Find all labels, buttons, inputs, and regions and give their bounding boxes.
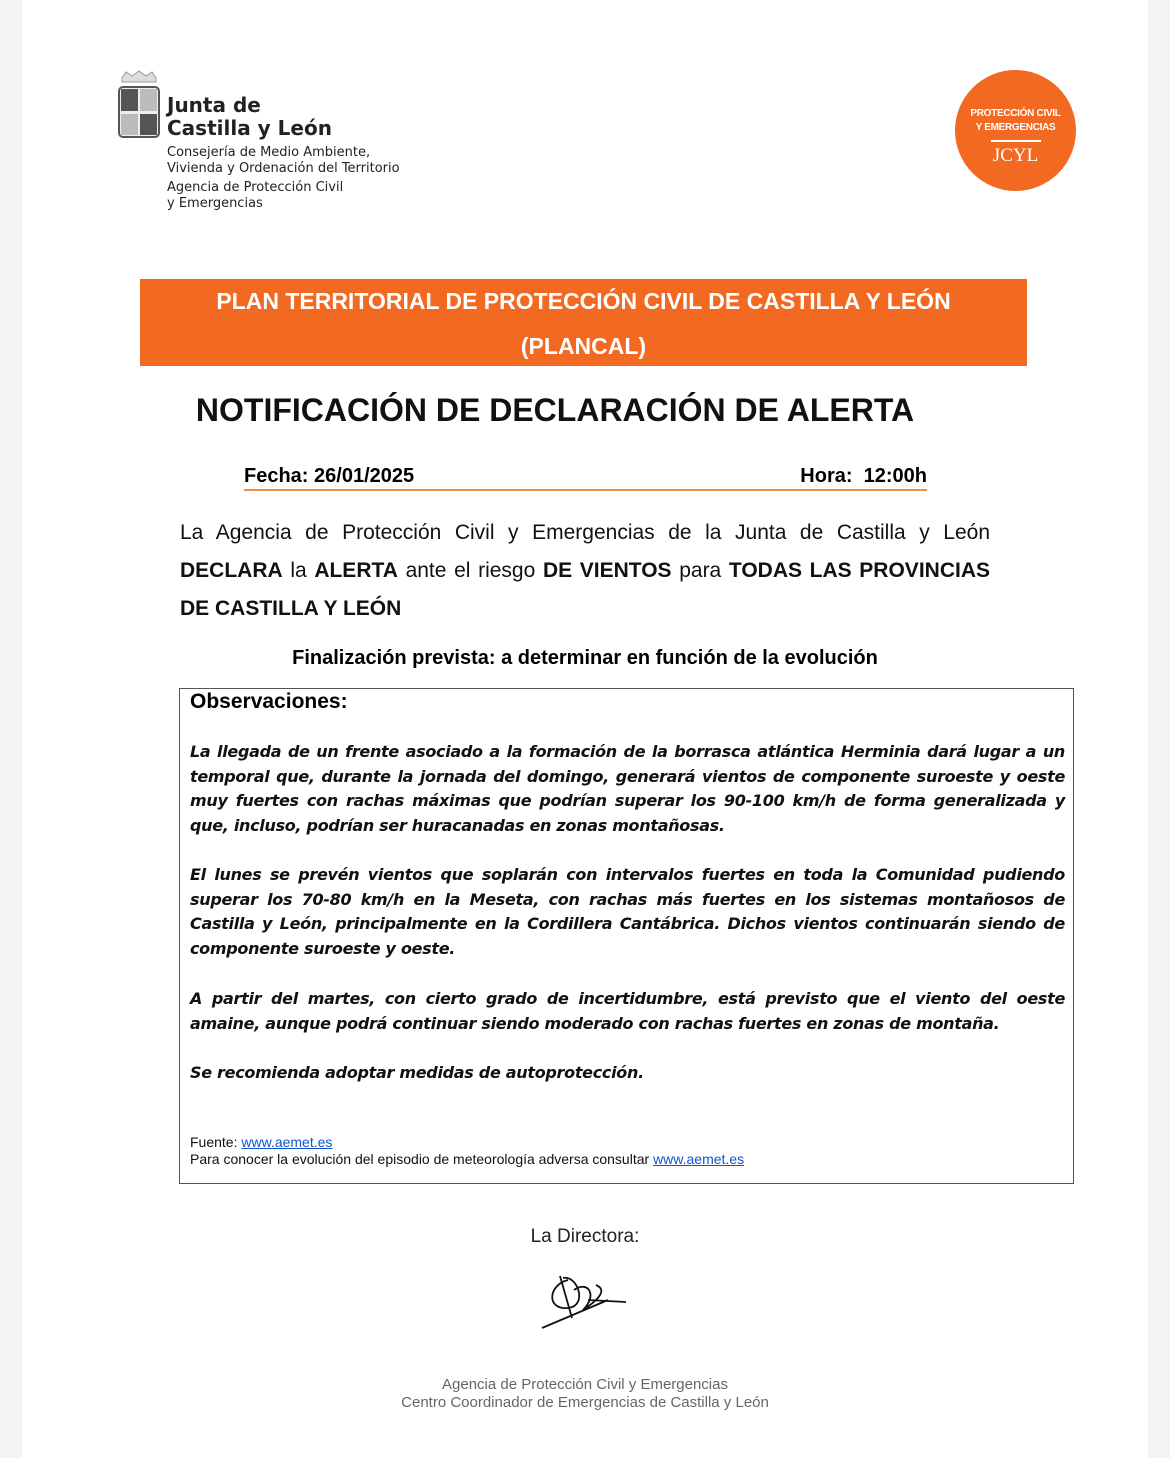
declaration-text: La Agencia de Protección Civil y Emergencias de la Junta de Castilla y León DECLARA la ALERTA ante el riesgo DE VIENTOS para TODAS LAS PROVINCIAS DE CASTILLA Y LEÓN	[180, 521, 990, 620]
observation-paragraph: A partir del martes, con cierto grado de incertidumbre, está previsto que el viento del oeste amaine, aunque podrá continuar siendo moderado con rachas fuertes en zonas de montaña.	[190, 989, 1065, 1033]
observations-heading: Observaciones:	[190, 690, 348, 713]
aemet-link[interactable]: www.aemet.es	[653, 1151, 745, 1167]
date: Fecha: 26/01/2025	[244, 465, 415, 487]
observation-paragraph: Se recomienda adoptar medidas de autoprotección.	[190, 1063, 644, 1082]
observation-paragraph: El lunes se prevén vientos que soplarán con intervalos fuertes en toda la Comunidad pudiendo superar los 70-80 km/h en la Meseta, con rachas más fuertes en los sistemas montañosos de Castilla y León, principalmente en la Cordillera Cantábrica. Dichos vientos continuarán siendo de componente suroeste y oeste.	[190, 865, 1065, 958]
agency-name: Agencia de Protección Civil y Emergencias	[167, 180, 344, 211]
plan-banner: PLAN TERRITORIAL DE PROTECCIÓN CIVIL DE CASTILLA Y LEÓN (PLANCAL)	[140, 279, 1027, 366]
consult-line: Para conocer la evolución del episodio de meteorología adversa consultar www.aemet.es	[190, 1151, 745, 1167]
date-time-row	[244, 465, 927, 491]
aemet-link[interactable]: www.aemet.es	[241, 1134, 333, 1150]
coat-of-arms-icon	[118, 70, 160, 140]
department-name: Consejería de Medio Ambiente, Vivienda y Ordenación del Territorio	[167, 145, 400, 176]
signature-image	[538, 1270, 633, 1332]
signature-label: La Directora:	[530, 1226, 640, 1247]
observation-paragraph: La llegada de un frente asociado a la formación de la borrasca atlántica Herminia dará lugar a un temporal que, durante la jornada del domingo, generará vientos de componente suroeste y oeste muy fuertes con rachas máximas que podrían superar los 90-100 km/h de forma generalizada y que, incluso, podrían ser huracanadas en zonas montañosas.	[190, 742, 1065, 835]
expected-end: Finalización prevista: a determinar en función de la evolución	[292, 647, 878, 669]
time: Hora: 12:00h	[800, 465, 927, 487]
org-name: Junta de Castilla y León	[167, 93, 332, 140]
footer: Agencia de Protección Civil y Emergencias Centro Coordinador de Emergencias de Castilla y León	[401, 1376, 769, 1411]
source-line: Fuente: www.aemet.es	[190, 1134, 333, 1150]
page-title: NOTIFICACIÓN DE DECLARACIÓN DE ALERTA	[195, 392, 915, 428]
proteccion-civil-badge: PROTECCIÓN CIVIL Y EMERGENCIAS JCYL	[955, 70, 1076, 191]
